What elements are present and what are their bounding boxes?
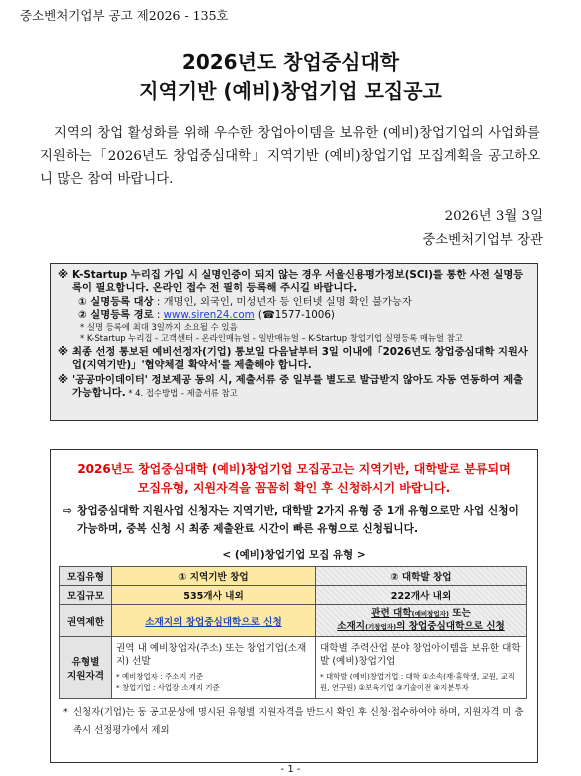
notice-item-small: * 4. 접수방법 - 제출서류 참고	[125, 388, 238, 398]
type-a-cell: ① 지역기반 창업	[112, 567, 316, 586]
qual-a-sub1: * 예비창업자 : 주소지 기준	[116, 672, 203, 681]
red-notice	[51, 460, 537, 498]
reference-mark-icon: ※	[58, 269, 69, 281]
region-b-line1: 관련 대학(예비창업자) 또는	[371, 608, 471, 619]
notice-signer: 중소벤처기업부 장관	[422, 233, 543, 248]
types-table-title: < (예비)창업기업 모집 유형 >	[222, 549, 366, 561]
red-notice-line2: 모집유형, 지원자격을 꼼꼼히 확인 후 신청하시기 바랍니다.	[137, 481, 451, 495]
qual-b-sub: * 대학발 (예비)창업기업 : 대학 ①소속(재·휴학생, 교원, 교직원, 연구원) ②보육기업 ③기술이전 ④지분투자	[320, 672, 515, 692]
region-b-cell	[316, 605, 527, 637]
notice-item-agreement	[58, 346, 530, 372]
red-notice-line1: 2026년도 창업중심대학 (예비)창업기업 모집공고는 지역기반, 대학발로 분류되며	[77, 462, 511, 476]
notice-item-mydata	[58, 374, 530, 400]
notice-item-text: K-Startup 누리집 가입 시 실명인증이 되지 않는 경우 서울신용평가정보(SCI)를 통한 사전 실명등록이 필요합니다. 온라인 접수 전 필히 등록해 주시길 바랍니다.	[72, 269, 524, 294]
page-number: - 1 -	[280, 764, 301, 775]
qual-b-main: 대학별 주력산업 분야 창업아이템을 보유한 대학발 (예비)창업기업	[320, 643, 521, 667]
table-row	[60, 605, 527, 637]
table-row	[60, 567, 527, 586]
arrow-right-icon: ⇨	[63, 504, 72, 517]
intro-paragraph	[40, 122, 540, 191]
qual-a-main: 권역 내 예비창업자(주소) 또는 창업기업(소재지) 선발	[116, 643, 307, 667]
page-title-line2: 지역기반 (예비)창업기업 모집공고	[139, 79, 442, 103]
realname-route-label: ② 실명등록 경로	[78, 309, 154, 321]
realname-target-label: ① 실명등록 대상	[78, 296, 154, 308]
realname-route-phone: (☎1577-1006)	[254, 309, 335, 321]
table-row	[60, 637, 527, 699]
qual-b-cell	[316, 637, 527, 699]
row-label-scale: 모집규모	[60, 586, 112, 605]
footnote-text: 신청자(기업)는 동 공고문상에 명시된 유형별 지원자격을 반드시 확인 후 신청·접수하여야 하며, 지원자격 미 충족시 선정평가에서 제외	[73, 707, 524, 736]
realname-small-note-1: * 실명 등록에 최대 3일까지 소요될 수 있음	[80, 322, 238, 332]
qual-a-sub2: * 창업기업 : 사업장 소재지 기준	[116, 683, 220, 692]
arrow-note	[63, 502, 528, 538]
row-label-region: 권역제한	[60, 605, 112, 637]
row-label-type: 모집유형	[60, 567, 112, 586]
realname-target-value: : 개명인, 외국인, 미성년자 등 인터넷 실명 확인 불가능자	[153, 296, 412, 308]
notice-item-text: 최종 선정 통보된 예비선정자(기업) 통보일 다음날부터 3일 이내에「2026년도 창업중심대학 지원사업(지역기반)」'협약체결 확약서'를 제출해야 합니다.	[72, 346, 528, 371]
types-table	[59, 566, 527, 699]
reference-mark-icon: ※	[58, 374, 69, 386]
footnote-mark: *	[63, 707, 68, 718]
scale-b-cell: 222개사 내외	[316, 586, 527, 605]
notice-item-realname	[58, 269, 530, 295]
notice-date: 2026년 3월 3일	[444, 209, 543, 224]
scale-a-cell: 535개사 내외	[112, 586, 316, 605]
type-b-cell: ② 대학발 창업	[316, 567, 527, 586]
recruitment-types-box	[50, 449, 538, 763]
qual-a-cell	[112, 637, 316, 699]
realname-route	[58, 309, 530, 322]
region-b-line2: 소재지(기창업자)의 창업중심대학으로 신청	[337, 621, 505, 632]
row-label-qualification: 유형별 지원자격	[60, 637, 112, 699]
page-title-line1: 2026년도 창업중심대학	[181, 50, 400, 74]
table-row	[60, 586, 527, 605]
region-a-cell: 소재지의 창업중심대학으로 신청	[112, 605, 316, 637]
reference-mark-icon: ※	[58, 346, 69, 358]
notice-item-text: '공공마이데이터' 정보제공 동의 시, 제출서류 중 일부를 별도로 발급받지 않아도 자동 연동하여 제출 가능합니다.	[72, 374, 524, 399]
notice-number: 중소벤처기업부 공고 제2026 - 135호	[20, 8, 229, 23]
realname-route-sep: :	[153, 309, 164, 321]
notice-box	[50, 263, 538, 421]
siren24-link[interactable]: www.siren24.com	[163, 309, 255, 321]
types-footnote	[63, 704, 525, 740]
intro-text: 지역의 창업 활성화를 위해 우수한 창업아이템을 보유한 (예비)창업기업의 사업화를 지원하는「2026년도 창업중심대학」지역기반 (예비)창업기업 모집계획을 공고하오니 많은 참여 바랍니다.	[40, 126, 540, 187]
realname-target	[58, 296, 530, 309]
realname-small-note-2: * K-Startup 누리집 - 고객센터 - 온라인매뉴얼 - 일반매뉴얼 – K-Startup 창업기업 실명등록 매뉴얼 참고	[80, 333, 463, 343]
arrow-note-text: 창업중심대학 지원사업 신청자는 지역기반, 대학발 2가지 유형 중 1개 유형으로만 사업 신청이 가능하며, 중복 신청 시 최종 제출완료 시간이 빠른 유형으로 신청됩니다.	[77, 504, 519, 535]
